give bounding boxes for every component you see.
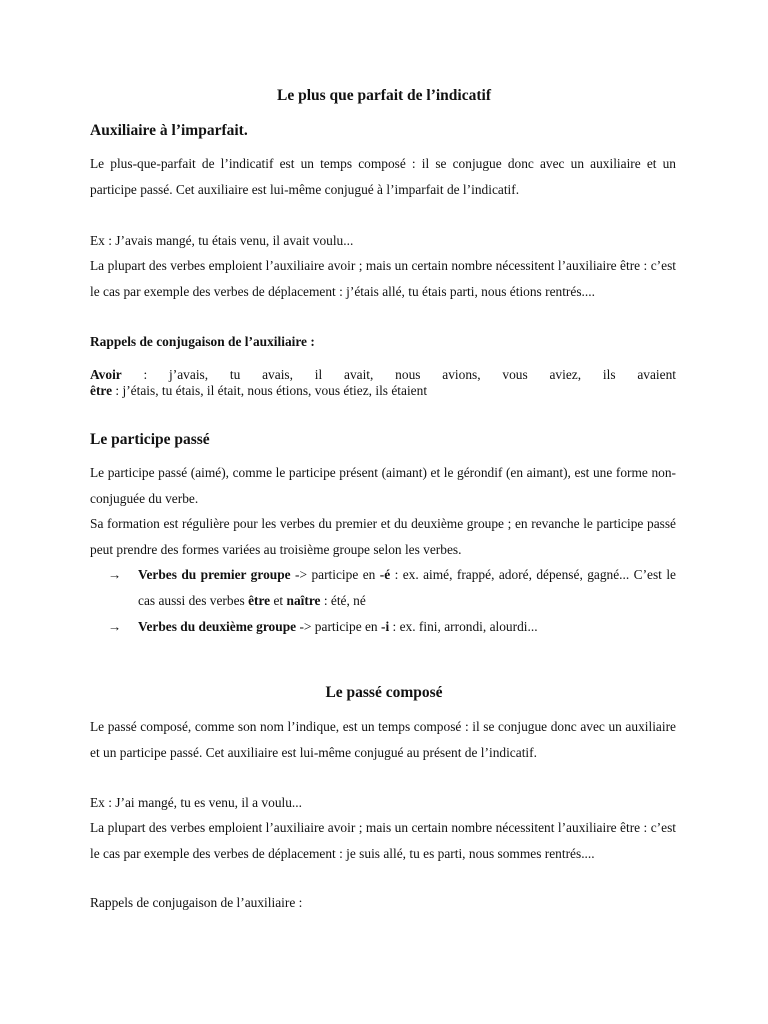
avoir-conjugation (90, 367, 676, 383)
list-text: -> participe en (290, 567, 380, 582)
section-heading-passe-compose: Le passé composé (325, 684, 443, 701)
paragraph-intro: Le plus-que-parfait de l’indicatif est un temps composé : il se conjugue donc avec un auxiliaire et un participe passé. Cet auxiliaire est lui-même conjugué à l’imparfait de l’indicatif. (90, 156, 676, 197)
etre-forms: : j’étais, tu étais, il était, nous étions, vous étiez, ils étaient (112, 383, 428, 398)
avoir-label: Avoir (90, 367, 122, 382)
list-text: : été, né (320, 592, 366, 608)
arrow-icon: → (108, 619, 122, 634)
rappels-passe-compose: Rappels de conjugaison de l’auxiliaire : (90, 895, 303, 910)
list-text: : ex. fini, arrondi, alourdi... (389, 619, 538, 634)
section-heading-participe: Le participe passé (90, 431, 210, 448)
section-heading-auxiliaire: Auxiliaire à l’imparfait. (90, 122, 248, 139)
rappels-heading (90, 329, 676, 355)
paragraph-auxiliaire: La plupart des verbes emploient l’auxiliaire avoir ; mais un certain nombre nécessitent l’auxiliaire être : c’est le cas par exemple des verbes de déplacement : j’étais allé, tu étais parti, nous étions rentrés.... (90, 258, 676, 299)
paragraph-participe-definition: Le participe passé (aimé), comme le participe présent (aimant) et le gérondif (en aimant), est une forme non-conjuguée du verbe. (90, 465, 676, 506)
verb: être (248, 592, 271, 608)
group-label: Verbes du deuxième groupe (138, 619, 297, 634)
etre-conjugation (90, 383, 676, 399)
rappels-label: Rappels de conjugaison de l’auxiliaire : (90, 334, 315, 349)
list-item-deuxieme-groupe (108, 614, 676, 640)
list-item-body (138, 614, 676, 640)
etre-label: être (90, 383, 113, 398)
paragraph-passe-compose-example: Ex : J’ai mangé, tu es venu, il a voulu... (90, 795, 302, 810)
avoir-forms: : j’avais, tu avais, il avait, nous avions, vous aviez, ils avaient (121, 367, 676, 382)
list-text: et (270, 592, 287, 608)
list-text: : ex. aimé, frappé, adoré, dépensé, gagné... C’est le cas aussi des verbes (138, 567, 676, 608)
list-text: -> participe en (296, 619, 381, 634)
suffix: -i (380, 619, 390, 634)
paragraph-passe-compose-intro: Le passé composé, comme son nom l’indique, est un temps composé : il se conjugue donc avec un auxiliaire et un participe passé. Cet auxiliaire est lui-même conjugué au présent de l’indicatif. (90, 719, 676, 760)
paragraph-passe-compose-auxiliaire: La plupart des verbes emploient l’auxiliaire avoir ; mais un certain nombre nécessitent l’auxiliaire être : c’est le cas par exemple des verbes de déplacement : je suis allé, tu es parti, nous sommes rentrés.... (90, 820, 676, 861)
verb: naître (286, 592, 321, 608)
suffix: -é (379, 567, 391, 582)
list-item-premier-groupe (108, 562, 676, 613)
page-title: Le plus que parfait de l’indicatif (276, 87, 491, 104)
paragraph-example: Ex : J’avais mangé, tu étais venu, il avait voulu... (90, 233, 354, 248)
paragraph-participe-formation: Sa formation est régulière pour les verbes du premier et du deuxième groupe ; en revanche le participe passé peut prendre des formes variées au troisième groupe selon les verbes. (90, 516, 676, 557)
list-item-body (138, 562, 676, 613)
group-label: Verbes du premier groupe (138, 567, 291, 582)
arrow-icon: → (108, 567, 122, 582)
